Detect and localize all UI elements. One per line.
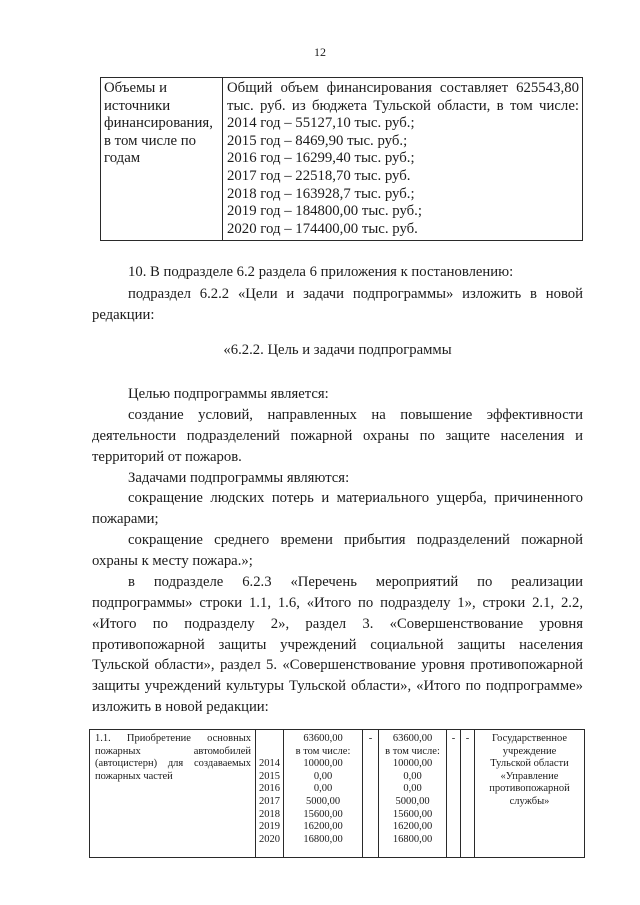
subsection-heading: «6.2.2. Цель и задачи подпрограммы <box>223 342 452 358</box>
description-line: пожарных частей <box>95 770 173 782</box>
value-line: 2017 год – 22518,70 тыс. руб. <box>227 167 411 184</box>
text-line: в подразделе 6.2.3 «Перечень мероприятий по реализации <box>128 573 583 590</box>
value-line: 2016 год – 16299,40 тыс. руб.; <box>227 150 415 167</box>
responsible-line: Государственное <box>491 733 568 744</box>
description-line: 1.1. Приобретение основных <box>95 733 251 744</box>
label-line: Объемы и <box>104 80 167 96</box>
amount: 16200,00 <box>303 821 343 833</box>
responsible-line: Тульской области <box>490 758 569 770</box>
text-line: «Итого по подразделу 2», раздел 3. «Совершенствование уровня <box>92 615 583 632</box>
text-line: подпрограммы» строки 1.1, 1.6, «Итого по подразделу 1», строки 2.1, 2.2, <box>92 594 583 611</box>
year: 2019 <box>259 821 280 833</box>
responsible-line: службы» <box>509 795 550 807</box>
text-line: редакции: <box>92 307 155 323</box>
dash: - <box>451 733 456 744</box>
dash: - <box>465 733 470 744</box>
col6-cell <box>447 730 461 857</box>
label-line: годам <box>104 150 141 167</box>
goals-text <box>92 384 583 718</box>
text-line: охраны к месту пожара.»; <box>92 553 253 569</box>
value-line: 2020 год – 174400,00 тыс. руб. <box>227 220 418 237</box>
year: 2020 <box>259 833 280 845</box>
text-line: Задачами подпрограммы являются: <box>128 469 350 486</box>
year: 2018 <box>259 808 280 820</box>
text-line: противопожарной защиты учреждений социальной защиты населения <box>92 636 583 653</box>
years-cell <box>256 730 284 857</box>
label-line: источники <box>104 97 171 114</box>
text-line: сокращение людских потерь и материального ущерба, причиненного <box>128 490 583 507</box>
year: 2016 <box>259 783 280 795</box>
value-line: Общий объем финансирования составляет 625543,80 <box>227 80 579 96</box>
text-line: Целью подпрограммы является: <box>128 386 329 402</box>
text-line: защиты учреждений культуры Тульской области», «Итого по подпрограмме» <box>92 678 583 695</box>
amount: 63600,00 <box>303 733 343 744</box>
responsible-line: «Управление <box>500 770 559 782</box>
description-line: пожарных автомобилей <box>95 745 251 757</box>
text-line: создание условий, направленных на повышение эффективности <box>128 406 583 423</box>
amount: 0,00 <box>403 770 422 782</box>
responsible-cell <box>475 730 584 857</box>
text-line: территорий от пожаров. <box>92 448 242 465</box>
amounts-col5-cell <box>379 730 447 857</box>
activity-table <box>89 729 585 858</box>
col7-cell <box>461 730 475 857</box>
amount: 16800,00 <box>303 833 343 845</box>
funding-table-value-cell <box>223 78 582 240</box>
year: 2014 <box>259 758 280 770</box>
label-line: финансирования, <box>104 115 213 132</box>
description-line: (автоцистерн) для создаваемых <box>95 758 251 770</box>
amount: 10000,00 <box>392 758 433 770</box>
value-line: 2014 год – 55127,10 тыс. руб.; <box>227 115 415 132</box>
value-line: 2018 год – 163928,7 тыс. руб.; <box>227 185 415 202</box>
page-number: 12 <box>314 45 326 59</box>
amount: 5000,00 <box>305 795 341 807</box>
amount: 0,00 <box>403 783 422 795</box>
amount: 0,00 <box>313 783 333 795</box>
amount: 16200,00 <box>392 821 433 833</box>
amounts-col3-cell <box>284 730 363 857</box>
amendment-paragraph <box>92 262 583 327</box>
responsible-line: противопожарной <box>489 783 570 795</box>
text-line: подраздел 6.2.2 «Цели и задачи подпрограммы» изложить в новой <box>128 285 583 302</box>
amount: в том числе: <box>295 745 351 757</box>
value-line: тыс. руб. из бюджета Тульской области, в том числе: <box>227 97 579 114</box>
text-line: пожарами; <box>92 511 159 528</box>
responsible-line: учреждение <box>502 745 557 757</box>
text-line: изложить в новой редакции: <box>92 699 269 716</box>
amount: 5000,00 <box>395 795 430 807</box>
text-line: сокращение среднего времени прибытия подразделений пожарной <box>128 532 583 549</box>
amount: 0,00 <box>313 770 333 782</box>
funding-table-label-cell <box>101 78 223 240</box>
description-cell <box>90 730 256 857</box>
value-line: 2019 год – 184800,00 тыс. руб.; <box>227 203 422 220</box>
amount: 15600,00 <box>392 808 433 820</box>
funding-table <box>100 77 583 241</box>
col4-cell <box>363 730 379 857</box>
text-line: 10. В подразделе 6.2 раздела 6 приложения к постановлению: <box>128 264 514 280</box>
label-line: в том числе по <box>104 132 197 149</box>
amount: 16800,00 <box>392 833 433 845</box>
amount: в том числе: <box>385 745 440 757</box>
text-line: деятельности подразделений пожарной охраны по защите населения и <box>92 427 583 444</box>
value-line: 2015 год – 8469,90 тыс. руб.; <box>227 132 408 149</box>
dash: - <box>368 733 373 744</box>
year: 2017 <box>259 795 280 807</box>
amount: 10000,00 <box>303 758 343 770</box>
amount: 15600,00 <box>303 808 343 820</box>
year: 2015 <box>259 770 280 782</box>
amount: 63600,00 <box>392 733 433 744</box>
text-line: Тульской области», раздел 5. «Совершенствование уровня противопожарной <box>92 657 583 674</box>
